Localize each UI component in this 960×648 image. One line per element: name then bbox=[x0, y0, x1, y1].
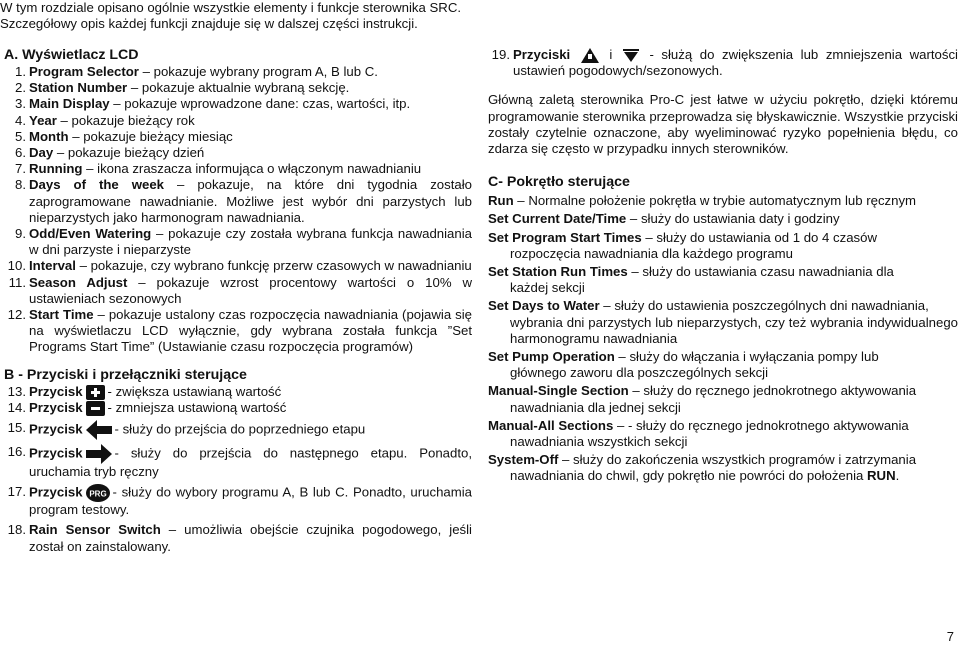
intro-line-1: W tym rozdziale opisano ogólnie wszystkie elementy i funkcje sterownika SRC. bbox=[0, 0, 462, 15]
button-item bbox=[4, 484, 472, 518]
dial-item-description: służy do ustawienia poszczególnych dni nawadniania, bbox=[614, 298, 929, 314]
dial-item-continuation bbox=[488, 246, 958, 262]
prg-icon bbox=[86, 484, 110, 502]
dial-item-continuation bbox=[488, 315, 958, 347]
item-number: 6. bbox=[15, 145, 26, 161]
item-title: Rain Sensor Switch bbox=[29, 522, 161, 538]
item-body bbox=[29, 444, 472, 480]
item-number: 8. bbox=[15, 177, 26, 193]
button-item bbox=[4, 420, 472, 440]
dial-item-lead: Run – Normalne położenie pokrętła w trybie automatycznym lub ręcznym bbox=[488, 193, 917, 209]
button-item bbox=[4, 444, 472, 480]
lcd-item-list bbox=[4, 64, 472, 356]
dial-item-description: Normalne położenie pokrętła w trybie automatycznym lub ręcznym bbox=[528, 193, 917, 209]
button-item bbox=[4, 384, 472, 400]
dial-item-lead: Set Program Start Times – służy do ustawiania od 1 do 4 czasów bbox=[488, 229, 877, 245]
item-number: 14. bbox=[7, 399, 26, 415]
item-body bbox=[29, 384, 472, 400]
item-description: ikona zraszacza informująca o włączonym nawadnianiu bbox=[97, 161, 422, 177]
dial-item bbox=[488, 418, 958, 450]
item-description: - zwiększa ustawianą wartość bbox=[107, 383, 282, 399]
item-title: Day bbox=[29, 145, 54, 161]
item-description: umożliwia obejście czujnika pogodowego, jeśli został on zainstalowany. bbox=[29, 522, 472, 554]
dial-item-continuation bbox=[488, 434, 958, 450]
intro-line-2: Szczegółowy opis każdej funkcji znajduje się w dalszej części instrukcji. bbox=[0, 16, 418, 31]
dial-item-cont-text: nawadniania wszystkich sekcji bbox=[510, 434, 688, 450]
left-column bbox=[4, 47, 472, 555]
dial-item-title: Run bbox=[488, 193, 514, 209]
dial-item-continuation bbox=[488, 400, 958, 416]
item-number: 10. bbox=[7, 258, 26, 274]
item-body: Main Display – pokazuje wprowadzone dane: czas, wartości, itp. bbox=[29, 96, 411, 112]
item-title: Przycisk bbox=[29, 484, 83, 500]
dial-item bbox=[488, 452, 958, 484]
item-title: Odd/Even Watering bbox=[29, 226, 152, 242]
item-body: Odd/Even Watering – pokazuje czy została wybrana funkcja nawadniania w dni parzyste i nieparzyste bbox=[29, 226, 472, 258]
dial-item bbox=[488, 211, 958, 227]
minus-icon bbox=[86, 401, 105, 416]
dial-item-cont-end: . bbox=[895, 468, 900, 484]
dial-item-description: służy do ustawiania daty i godziny bbox=[640, 211, 840, 227]
item-number: 4. bbox=[15, 112, 26, 128]
dial-item-cont-text: nawadniania dla jednej sekcji bbox=[510, 399, 681, 415]
item-description: - służy do przejścia do następnego etapu. Ponadto, uruchamia tryb ręczny bbox=[29, 445, 472, 480]
dial-item-description: służy do ustawiania czasu nawadniania dla bbox=[642, 264, 894, 280]
dial-item bbox=[488, 298, 958, 347]
dial-item-lead: Manual-All Sections – - służy do ręcznego jednokrotnego aktywowania bbox=[488, 417, 909, 433]
item-title: Program Selector bbox=[29, 64, 139, 79]
item-title: Interval bbox=[29, 258, 76, 274]
dial-item-title: Set Pump Operation bbox=[488, 349, 615, 365]
button-item bbox=[4, 522, 472, 554]
dial-item-title: Manual-Single Section bbox=[488, 383, 629, 399]
button-item bbox=[4, 400, 472, 416]
item-title: Przycisk bbox=[29, 445, 83, 461]
lcd-item bbox=[4, 96, 472, 112]
triangle-down-icon bbox=[623, 49, 639, 62]
dial-item-list bbox=[488, 193, 958, 484]
dial-item-cont-text: nawadniania do chwil, gdy pokrętło nie powróci do położenia bbox=[510, 468, 864, 484]
dial-item bbox=[488, 383, 958, 415]
item-number: 13. bbox=[7, 383, 26, 399]
item-title: Season Adjust bbox=[29, 274, 128, 290]
item-title: Year bbox=[29, 112, 57, 128]
dial-item bbox=[488, 230, 958, 262]
item-description: pokazuje wybrany program A, B lub C. bbox=[153, 64, 378, 79]
item-description: pokazuje bieżący miesiąc bbox=[83, 128, 233, 144]
dial-item-title: Manual-All Sections bbox=[488, 417, 614, 433]
item-description: pokazuje ustalony czas rozpoczęcia nawadniania (pojawia się na wyświetlaczu LCD wyłącznie, gdy wybrana została funkcja ”Set Programs Start Time” (Ustawianie czasu rozpoczęcia programów) bbox=[29, 307, 472, 355]
lcd-item bbox=[4, 307, 472, 356]
item-title: Days of the week bbox=[29, 177, 165, 193]
lcd-heading: A. Wyświetlacz LCD bbox=[4, 47, 139, 63]
arrow-right-icon bbox=[86, 444, 112, 464]
item-number: 12. bbox=[7, 307, 26, 323]
item-number: 16. bbox=[7, 444, 26, 460]
item-description: - zmniejsza ustawioną wartość bbox=[107, 399, 287, 415]
dial-item-title: System-Off bbox=[488, 452, 559, 468]
item-conjunction: i bbox=[609, 47, 613, 62]
item-title: Main Display bbox=[29, 96, 110, 112]
dial-item-description: służy do ustawiania od 1 do 4 czasów bbox=[656, 229, 877, 245]
item-19 bbox=[488, 47, 958, 79]
item-description: - służą do zwiększenia lub zmniejszenia wartości ustawień pogodowych/sezonowych. bbox=[513, 47, 958, 79]
lcd-item bbox=[4, 161, 472, 177]
item-body: Interval – pokazuje, czy wybrano funkcję przerw czasowych w nawadnianiu bbox=[29, 258, 472, 274]
item-number: 2. bbox=[15, 80, 26, 96]
item-description: pokazuje bieżący rok bbox=[71, 112, 195, 128]
item-body: Day – pokazuje bieżący dzień bbox=[29, 145, 205, 161]
lcd-item bbox=[4, 64, 472, 80]
item-title: Przycisk bbox=[29, 399, 83, 415]
item-title: Przycisk bbox=[29, 383, 83, 399]
item-number: 17. bbox=[7, 484, 26, 500]
dial-item-lead: Set Days to Water – służy do ustawienia poszczególnych dni nawadniania, bbox=[488, 298, 929, 314]
item-title: Month bbox=[29, 128, 69, 144]
item-title: Przyciski bbox=[513, 47, 571, 62]
lcd-item bbox=[4, 226, 472, 258]
button-item-list bbox=[4, 384, 472, 555]
item-body: Month – pokazuje bieżący miesiąc bbox=[29, 128, 233, 144]
arrow-left-icon bbox=[86, 420, 112, 440]
item-number: 5. bbox=[15, 128, 26, 144]
item-body: Start Time – pokazuje ustalony czas rozpoczęcia nawadniania (pojawia się na wyświetlaczu LCD wyłącznie, gdy wybrana została funkcja ”Set Programs Start Time” (Ustawianie czasu rozpoczęcia programów) bbox=[29, 307, 472, 355]
dial-item-lead: Set Pump Operation – służy do włączania i wyłączania pompy lub bbox=[488, 349, 879, 365]
item-number: 15. bbox=[7, 420, 26, 436]
item-body: Season Adjust – pokazuje wzrost procentowy wartości o 10% w ustawieniach sezonowych bbox=[29, 274, 472, 306]
dial-item-cont-text: każdej sekcji bbox=[510, 280, 585, 296]
item-body: Running – ikona zraszacza informująca o włączonym nawadnianiu bbox=[29, 161, 422, 177]
dial-item-continuation bbox=[488, 280, 958, 296]
dial-item-lead: Manual-Single Section – służy do ręcznego jednokrotnego aktywowania bbox=[488, 383, 917, 399]
svg-text:PRG: PRG bbox=[88, 489, 107, 499]
dial-item-description: - służy do ręcznego jednokrotnego aktywowania bbox=[627, 417, 909, 433]
item-description: - służy do wybory programu A, B lub C. Ponadto, uruchamia program testowy. bbox=[29, 484, 472, 518]
item-body bbox=[29, 420, 472, 440]
item-body: Days of the week – pokazuje, na które dni tygodnia zostało zaprogramowane nawadnianie. Możliwe jest wybór dni parzystych lub nieparzystych jako harmonogram nawadniania. bbox=[29, 177, 472, 225]
dial-item-cont-text: głównego zaworu dla poszczególnych sekcji bbox=[510, 365, 769, 381]
dial-item-description: służy do ręcznego jednokrotnego aktywowania bbox=[643, 383, 917, 399]
buttons-heading: B - Przyciski i przełączniki sterujące bbox=[4, 366, 247, 383]
dial-item-lead: Set Current Date/Time – służy do ustawiania daty i godziny bbox=[488, 211, 840, 227]
dial-item-title: Set Current Date/Time bbox=[488, 211, 627, 227]
dial-item-continuation bbox=[488, 365, 958, 381]
dial-item-title: Set Station Run Times bbox=[488, 264, 628, 280]
item-description: pokazuje, na które dni tygodnia zostało zaprogramowane nawadnianie. Możliwe jest wybór dni parzystych lub nieparzystych jako harmonogram nawadniania. bbox=[29, 177, 472, 225]
dial-item-cont-text: rozpoczęcia nawadniania dla każdego programu bbox=[510, 245, 793, 261]
item-body: Year – pokazuje bieżący rok bbox=[29, 112, 195, 128]
plus-icon bbox=[86, 385, 105, 400]
item-number: 18. bbox=[7, 522, 26, 538]
item-description: pokazuje czy została wybrana funkcja nawadniania w dni parzyste i nieparzyste bbox=[29, 226, 472, 258]
dial-item-lead: Set Station Run Times – służy do ustawiania czasu nawadniania dla bbox=[488, 264, 894, 280]
intro-text bbox=[0, 0, 461, 32]
item-description: pokazuje wzrost procentowy wartości o 10% w ustawieniach sezonowych bbox=[29, 274, 472, 306]
item-title: Przycisk bbox=[29, 421, 83, 437]
item-body: Rain Sensor Switch – umożliwia obejście czujnika pogodowego, jeśli został on zainstalowany. bbox=[29, 522, 472, 554]
lcd-item bbox=[4, 177, 472, 226]
right-column bbox=[488, 47, 958, 485]
dial-heading: C- Pokrętło sterujące bbox=[488, 174, 630, 191]
dial-item-lead: System-Off – służy do zakończenia wszystkich programów i zatrzymania bbox=[488, 452, 917, 468]
item-description: - służy do przejścia do poprzedniego etapu bbox=[114, 421, 366, 437]
pro-c-paragraph: Główną zaletą sterownika Pro-C jest łatwe w użyciu pokrętło, dzięki któremu programowanie sterownika przeprowadza się błyskawicznie. Wszystkie przyciski zostały czytelnie oznaczone, aby wyeliminować ryzyko popełnienia błędu, co zdarza się często w przypadku innych sterowników. bbox=[488, 92, 958, 157]
dial-item bbox=[488, 264, 958, 296]
item-body bbox=[29, 400, 472, 416]
item-description: pokazuje wprowadzone dane: czas, wartości, itp. bbox=[124, 96, 411, 112]
item-title: Start Time bbox=[29, 307, 94, 323]
item-number: 1. bbox=[15, 64, 26, 79]
lcd-item bbox=[4, 129, 472, 145]
item-number: 3. bbox=[15, 96, 26, 112]
lcd-item bbox=[4, 113, 472, 129]
dial-item-continuation bbox=[488, 468, 958, 484]
dial-item bbox=[488, 193, 958, 209]
item-number: 11. bbox=[8, 274, 26, 290]
dial-item-cont-text: wybrania dni parzystych lub nieparzystych, czy też wybrania indywidualnego harmonogramu nawadniania bbox=[510, 314, 958, 346]
item-body: Program Selector – pokazuje wybrany program A, B lub C. bbox=[29, 64, 378, 79]
dial-item-cont-bold: RUN bbox=[867, 468, 896, 484]
lcd-item bbox=[4, 80, 472, 96]
item-title: Station Number bbox=[29, 80, 128, 96]
lcd-item bbox=[4, 145, 472, 161]
dial-item-title: Set Days to Water bbox=[488, 298, 600, 314]
item-title: Running bbox=[29, 161, 83, 177]
item-body bbox=[29, 484, 472, 518]
dial-item bbox=[488, 349, 958, 381]
item-number: 9. bbox=[15, 226, 26, 242]
lcd-item bbox=[4, 258, 472, 274]
lcd-item bbox=[4, 275, 472, 307]
item-description: pokazuje, czy wybrano funkcję przerw czasowych w nawadnianiu bbox=[90, 258, 472, 274]
triangle-up-icon bbox=[581, 48, 599, 63]
page-number: 7 bbox=[946, 629, 954, 644]
item-description: pokazuje bieżący dzień bbox=[67, 145, 205, 161]
item-number: 7. bbox=[15, 161, 26, 177]
dial-item-description: służy do włączania i wyłączania pompy lub bbox=[629, 349, 879, 365]
dial-item-title: Set Program Start Times bbox=[488, 229, 642, 245]
dial-item-description: służy do zakończenia wszystkich programów i zatrzymania bbox=[573, 452, 917, 468]
item-body: Station Number – pokazuje aktualnie wybraną sekcję. bbox=[29, 80, 350, 96]
item-description: pokazuje aktualnie wybraną sekcję. bbox=[141, 80, 350, 96]
item-number: 19. bbox=[491, 47, 510, 62]
